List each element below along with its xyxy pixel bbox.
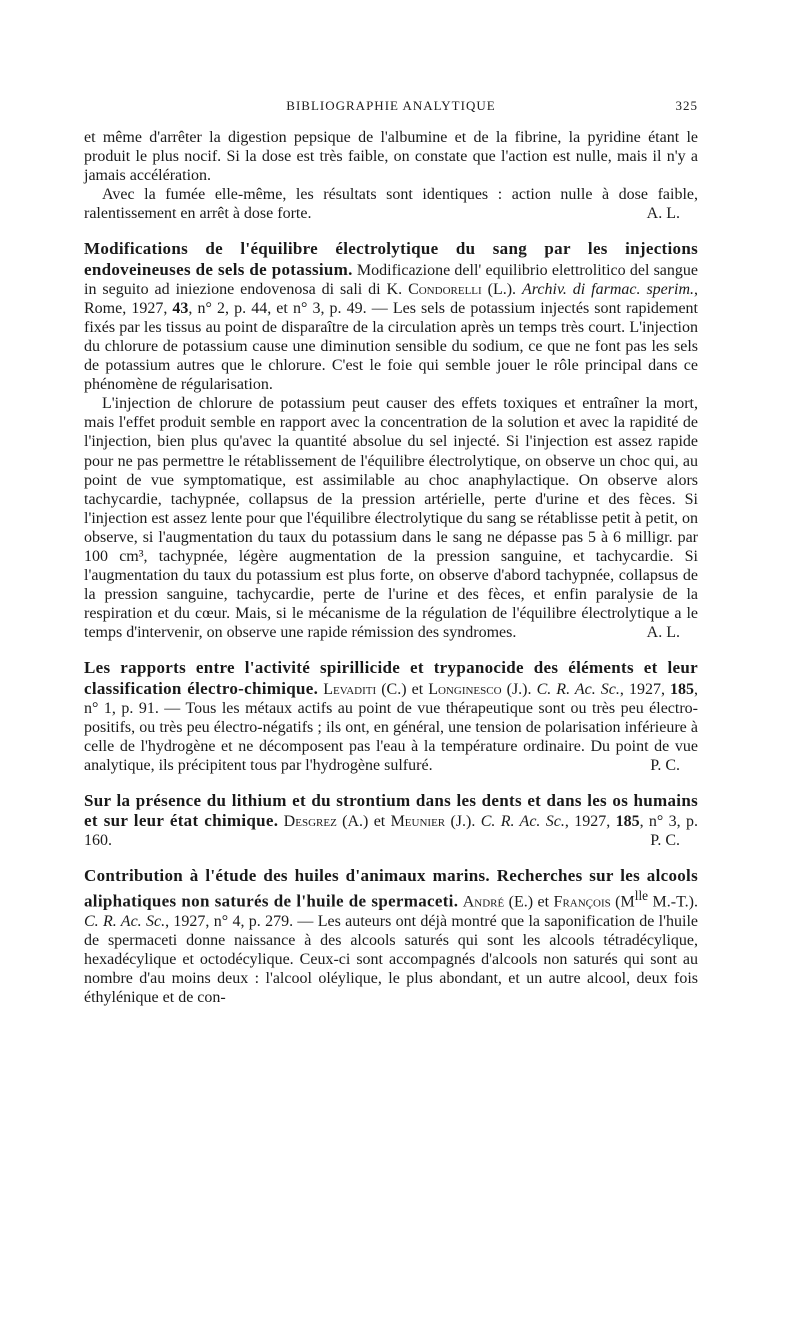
page-number: 325: [675, 98, 698, 113]
journal-name: C. R. Ac. Sc.: [536, 680, 620, 698]
author-name-1: Desgrez: [283, 813, 337, 831]
entry-text: Tous les métaux actifs au point de vue thérapeutique sont ou très peu électro-positifs, ou très peu électro-négatifs ; ils ont, en général, une tension de polarisation inférieure à celle de l'hydrogène et ne décomposent pas l'eau à la température ordinaire. Du point de vue analytique, ils précipitent tous par l'hydrogène sulfuré.: [84, 699, 699, 774]
entry-title: Les rapports entre l'activité spirillicide et trypanocide des éléments et leur classification électro-chimique.: [84, 658, 698, 698]
author-initial-1: (E.) et: [504, 893, 554, 911]
entry-title: Modifications de l'équilibre électrolytique du sang par les injections endoveineuses de sels de potassium.: [84, 239, 698, 279]
entry-text: Les sels de potassium injectés sont rapidement fixés par les tissus au point de disparaître de la circulation après un temps très court. L'injection du chlorure de potassium cause une diminution sensible du sodium, ce que ne font pas les sels de potassium autres que le chlorure. C'est le foie qui semble jouer le rôle principal dans ce phénomène de régularisation.: [84, 299, 699, 394]
abstract-entry-3: [84, 791, 698, 850]
continuation-paragraph-1: et même d'arrêter la digestion pepsique de l'albumine et de la fibrine, la pyridine étant le produit le plus nocif. Si la dose est très faible, on constate que l'action est nulle, mais il n'y a jamais accélération.: [84, 129, 698, 185]
journal-name: Archiv. di farmac. sperim.: [521, 280, 694, 298]
continuation-paragraph-2: [84, 185, 698, 223]
page-body: [84, 128, 698, 1007]
abstract-entry-1: [84, 239, 698, 642]
entry-paragraph: [84, 239, 698, 394]
entry-text: Les auteurs ont déjà montré que la saponification de l'huile de spermaceti donne naissance à des alcools saturés qui sont les alcools tétradécylique, hexadécylique et octodécylique. Ceux-ci sont accompagnés d'alcools non saturés qui sont au nombre d'au moins deux : l'alcool oléylique, le plus abondant, et un autre alcool, deux fois éthylénique et de con-: [84, 912, 698, 1007]
page-header: [84, 98, 698, 118]
author-initial-2: (M: [610, 893, 635, 911]
entry-paragraph: [84, 791, 698, 850]
author-name: Condorelli: [408, 280, 482, 298]
journal-name: C. R. Ac. Sc.: [84, 912, 166, 930]
reference-year: , Rome, 1927,: [84, 280, 698, 317]
author-initial-1: (C.) et: [376, 680, 429, 698]
reference-pages: , n° 2, p. 44, et n° 3, p. 49. —: [188, 299, 393, 317]
continuation-text: Avec la fumée elle-même, les résultats sont identiques : action nulle à dose faible, ralentissement en arrêt à dose forte.: [84, 186, 698, 223]
abstract-entry-4: [84, 866, 698, 1007]
volume-number: 185: [670, 680, 695, 698]
entry-title: Contribution à l'étude des huiles d'animaux marins. Recherches sur les alcools aliphatiques non saturés de l'huile de spermaceti.: [84, 866, 698, 911]
original-title: Modificazione dell' equilibrio elettrolitico del sangue in seguito ad iniezione endovenosa di sali di K.: [84, 261, 699, 298]
author-name-2: Meunier: [390, 813, 446, 831]
reference-pages: , 1927, n° 4, p. 279. —: [165, 912, 318, 930]
signature: A. L.: [646, 624, 680, 642]
author-name-2: Longinesco: [428, 680, 502, 698]
author-initial-1: (A.) et: [336, 813, 391, 831]
author-initial-3: M.-T.).: [648, 893, 698, 911]
author-name-2: François: [553, 893, 611, 911]
author-initial-2: (J.).: [501, 680, 537, 698]
reference-year: , 1927,: [619, 680, 671, 698]
entry-text-2: L'injection de chlorure de potassium peut causer des effets toxiques et entraîner la mort, mais l'effet produit semble en rapport avec la concentration de la solution et avec la rapidité de l'injection, bien plus qu'avec la quantité absolue du sel injecté. Si l'injection est assez rapide pour ne pas permettre le rétablissement de l'équilibre électrolytique, on observe un choc qui, au point de vue symptomatique, est assimilable au choc anaphylactique. On observe alors tachycardie, tachypnée, collapsus de la pression artérielle, perte d'urine et des fèces. Si l'injection est assez lente pour que l'équilibre électrolytique du sang se rétablisse petit à petit, on observe, si l'augmentation du taux du potassium dans le sang ne dépasse pas 5 à 6 milligr. par 100 cm³, tachypnée, légère augmentation de la pression sanguine, et tachycardie. Si l'augmentation du taux du potassium est plus forte, on observe d'abord tachypnée, collapsus de la pression sanguine, tachycardie, perte de l'urine et des fèces, et enfin paralysie de la respiration et du cœur. Mais, si le mécanisme de la régulation de l'équilibre électrolytique a le temps d'intervenir, on observe une rapide rémission des syndromes.: [84, 395, 698, 642]
reference-pages: , n° 3, p. 160.: [84, 813, 698, 850]
volume-number: 43: [172, 299, 189, 317]
author-name-1: André: [462, 893, 505, 911]
reference-year: , 1927,: [564, 813, 616, 831]
entry-paragraph: [84, 866, 698, 1007]
entry-title: Sur la présence du lithium et du strontium dans les dents et dans les os humains et sur leur état chimique.: [84, 791, 698, 831]
journal-name: C. R. Ac. Sc.: [480, 813, 565, 831]
volume-number: 185: [615, 813, 640, 831]
superscript-lle: lle: [634, 888, 649, 904]
author-name-1: Levaditi: [323, 680, 377, 698]
running-title: BIBLIOGRAPHIE ANALYTIQUE: [286, 98, 496, 113]
entry-paragraph-2: [84, 394, 698, 642]
signature: P. C.: [650, 832, 680, 850]
entry-paragraph: [84, 658, 698, 775]
signature: A. L.: [646, 205, 680, 223]
signature: P. C.: [650, 756, 680, 774]
reference-pages: , n° 1, p. 91. —: [84, 680, 699, 717]
abstract-entry-2: [84, 658, 698, 775]
author-initial-2: (J.).: [445, 813, 481, 831]
author-initial: (L.).: [481, 280, 522, 298]
